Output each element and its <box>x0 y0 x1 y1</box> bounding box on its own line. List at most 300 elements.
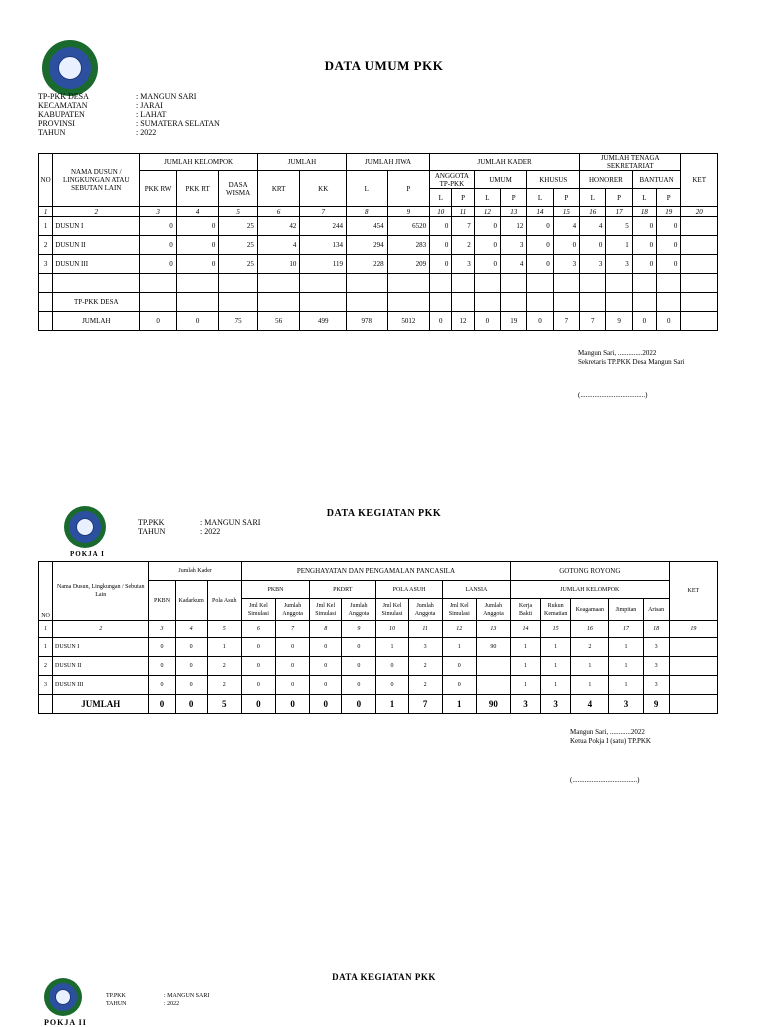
col-num: 14 <box>510 621 540 638</box>
col-khusus: KHUSUS <box>527 171 580 189</box>
col-ket: KET <box>669 562 717 621</box>
cell: 10 <box>257 255 300 274</box>
cell: 1 <box>510 657 540 676</box>
total-cell: 1 <box>376 695 408 714</box>
col-no: NO <box>39 562 53 621</box>
total-cell: 978 <box>347 312 388 331</box>
section-title: DATA KEGIATAN PKK <box>326 508 442 519</box>
total-cell: 3 <box>609 695 643 714</box>
cell: 0 <box>527 217 553 236</box>
cell: 1 <box>609 657 643 676</box>
col-keagamaan: Keagamaan <box>571 599 609 621</box>
row-nama: DUSUN III <box>53 255 140 274</box>
col-jml-anggota: Jumlah Anggota <box>342 599 376 621</box>
row-nama: DUSUN I <box>53 638 149 657</box>
cell: 0 <box>176 255 219 274</box>
total-row <box>39 312 718 331</box>
cell: 1 <box>571 657 609 676</box>
col-num: 1 <box>39 207 53 217</box>
emblem-icon <box>76 518 94 536</box>
total-cell: 19 <box>501 312 527 331</box>
cell: 3 <box>580 255 606 274</box>
col-num: 3 <box>140 207 176 217</box>
info-value: : MANGUN SARI <box>200 518 261 527</box>
data-umum-table <box>38 153 718 331</box>
col-num: 7 <box>276 621 310 638</box>
cell: 0 <box>149 657 175 676</box>
col-jml-anggota: Jumlah Anggota <box>408 599 442 621</box>
col-p: P <box>452 189 474 207</box>
info-value: : 2022 <box>164 1001 180 1007</box>
cell: 0 <box>442 676 476 695</box>
col-num: 16 <box>571 621 609 638</box>
col-pkk-rw: PKK RW <box>140 171 176 207</box>
cell: 0 <box>632 236 656 255</box>
total-cell: 5012 <box>387 312 430 331</box>
total-cell: 0 <box>175 695 207 714</box>
col-l: L <box>347 171 388 207</box>
col-jumlah-kader: Jumlah Kader <box>149 562 241 581</box>
pokja-label: POKJA II <box>44 1018 87 1027</box>
col-num: 11 <box>452 207 474 217</box>
cell: 0 <box>430 255 452 274</box>
col-pola-asuh: POLA ASUH <box>376 581 442 599</box>
info-value: : JARAI <box>136 101 163 110</box>
cell-ket <box>669 638 717 657</box>
row-nama: DUSUN II <box>53 236 140 255</box>
col-num: 17 <box>609 621 643 638</box>
cell: 25 <box>219 217 258 236</box>
col-lansia: LANSIA <box>442 581 510 599</box>
cell: 0 <box>241 638 275 657</box>
col-num: 10 <box>430 207 452 217</box>
cell: 0 <box>474 255 500 274</box>
col-jumlah-kelompok: JUMLAH KELOMPOK <box>510 581 669 599</box>
cell <box>476 676 510 695</box>
col-p: P <box>606 189 632 207</box>
tp-pkk-row <box>39 293 718 312</box>
col-no: NO <box>39 154 53 207</box>
cell: 3 <box>452 255 474 274</box>
col-kadarkum: Kadarkum <box>175 581 207 621</box>
col-num: 15 <box>553 207 579 217</box>
cell: 0 <box>342 657 376 676</box>
cell: 3 <box>606 255 632 274</box>
info-value: : MANGUN SARI <box>136 92 197 101</box>
col-jumlah-kelompok: JUMLAH KELOMPOK <box>140 154 258 171</box>
cell-ket <box>681 217 718 236</box>
info-block <box>138 518 260 536</box>
signature-role: Sekretaris TP.PKK Desa Mangun Sari <box>578 358 685 366</box>
col-num: 19 <box>657 207 681 217</box>
cell: 1 <box>207 638 241 657</box>
col-honorer: HONORER <box>580 171 633 189</box>
col-num: 2 <box>53 207 140 217</box>
col-num: 8 <box>347 207 388 217</box>
total-cell: 12 <box>452 312 474 331</box>
cell: 209 <box>387 255 430 274</box>
col-num: 18 <box>643 621 669 638</box>
col-num: 4 <box>175 621 207 638</box>
cell: 283 <box>387 236 430 255</box>
cell: 25 <box>219 236 258 255</box>
cell: 2 <box>571 638 609 657</box>
cell: 4 <box>580 217 606 236</box>
cell: 0 <box>140 255 176 274</box>
col-num: 13 <box>501 207 527 217</box>
col-ket: KET <box>681 154 718 207</box>
col-num: 2 <box>53 621 149 638</box>
col-num: 9 <box>387 207 430 217</box>
cell: 4 <box>501 255 527 274</box>
col-dasa-wisma: DASA WISMA <box>219 171 258 207</box>
info-value: : LAHAT <box>136 110 167 119</box>
col-num: 7 <box>300 207 347 217</box>
total-cell: 0 <box>149 695 175 714</box>
cell: 0 <box>140 236 176 255</box>
col-num: 6 <box>257 207 300 217</box>
col-num: 8 <box>310 621 342 638</box>
total-cell: 9 <box>606 312 632 331</box>
col-num: 16 <box>580 207 606 217</box>
col-num: 10 <box>376 621 408 638</box>
cell: 0 <box>474 217 500 236</box>
info-key: TAHUN <box>106 1001 127 1007</box>
col-jumlah: JUMLAH <box>257 154 346 171</box>
total-cell: 3 <box>541 695 571 714</box>
cell: 6520 <box>387 217 430 236</box>
col-p: P <box>501 189 527 207</box>
emblem-icon <box>55 989 71 1005</box>
table-row <box>39 676 718 695</box>
cell: 0 <box>310 657 342 676</box>
col-num: 6 <box>241 621 275 638</box>
col-num: 19 <box>669 621 717 638</box>
cell: 2 <box>408 676 442 695</box>
cell: 0 <box>149 638 175 657</box>
cell: 12 <box>501 217 527 236</box>
cell: 0 <box>527 255 553 274</box>
col-num: 13 <box>476 621 510 638</box>
tp-pkk-label: TP-PKK DESA <box>53 293 140 312</box>
col-num: 17 <box>606 207 632 217</box>
cell: 1 <box>376 638 408 657</box>
info-key: KABUPATEN <box>38 110 85 119</box>
col-jml-kel: Jml Kel Simulasi <box>376 599 408 621</box>
cell: 0 <box>276 638 310 657</box>
cell: 2 <box>452 236 474 255</box>
total-cell: 0 <box>632 312 656 331</box>
total-cell: 0 <box>527 312 553 331</box>
signature-name: (.....................................) <box>570 776 640 784</box>
row-nama: DUSUN II <box>53 657 149 676</box>
col-kk: KK <box>300 171 347 207</box>
row-no: 3 <box>39 676 53 695</box>
col-nama: NAMA DUSUN / LINGKUNGAN ATAU SEBUTAN LAIN <box>53 154 140 207</box>
info-key: PROVINSI <box>38 119 75 128</box>
cell: 3 <box>501 236 527 255</box>
col-jml-kel: Jml Kel Simulasi <box>241 599 275 621</box>
cell: 1 <box>609 676 643 695</box>
cell: 0 <box>580 236 606 255</box>
cell: 0 <box>176 236 219 255</box>
col-num: 14 <box>527 207 553 217</box>
cell: 0 <box>149 676 175 695</box>
col-l: L <box>632 189 656 207</box>
row-no: 2 <box>39 236 53 255</box>
signature-place: Mangun Sari, ..............2022 <box>578 349 657 357</box>
col-num: 18 <box>632 207 656 217</box>
col-nama: Nama Dusun, Lingkungan / Sebutan Lain <box>53 562 149 621</box>
cell: 0 <box>175 676 207 695</box>
row-nama: DUSUN III <box>53 676 149 695</box>
cell-ket <box>669 676 717 695</box>
col-num: 5 <box>207 621 241 638</box>
empty-row <box>39 274 718 293</box>
info-value: : SUMATERA SELATAN <box>136 119 220 128</box>
total-cell: 0 <box>657 312 681 331</box>
cell: 0 <box>657 255 681 274</box>
col-pola-asuh: Pola Asuh <box>207 581 241 621</box>
cell <box>476 657 510 676</box>
signature-role: Ketua Pokja I (satu) TP.PKK <box>570 737 651 745</box>
info-value: : 2022 <box>200 527 221 536</box>
cell: 119 <box>300 255 347 274</box>
cell: 1 <box>609 638 643 657</box>
cell: 0 <box>376 676 408 695</box>
table-row <box>39 657 718 676</box>
row-nama: DUSUN I <box>53 217 140 236</box>
cell: 0 <box>376 657 408 676</box>
col-num: 12 <box>474 207 500 217</box>
signature-block <box>578 349 685 400</box>
cell: 0 <box>657 236 681 255</box>
cell: 0 <box>310 638 342 657</box>
total-label: JUMLAH <box>53 695 149 714</box>
info-value: : MANGUN SARI <box>164 993 210 999</box>
cell: 3 <box>643 657 669 676</box>
section-title: DATA KEGIATAN PKK <box>332 972 436 982</box>
cell: 1 <box>510 638 540 657</box>
cell: 3 <box>643 676 669 695</box>
cell: 1 <box>541 638 571 657</box>
info-key: TAHUN <box>38 128 66 137</box>
cell: 0 <box>553 236 579 255</box>
col-jml-anggota: Jumlah Anggota <box>476 599 510 621</box>
total-cell: 7 <box>580 312 606 331</box>
cell: 4 <box>553 217 579 236</box>
cell: 42 <box>257 217 300 236</box>
col-num: 12 <box>442 621 476 638</box>
cell: 0 <box>527 236 553 255</box>
col-num: 1 <box>39 621 53 638</box>
pokja-label: POKJA I <box>70 550 105 558</box>
total-cell: 0 <box>140 312 176 331</box>
cell: 0 <box>241 676 275 695</box>
cell-ket <box>669 657 717 676</box>
total-cell: 0 <box>474 312 500 331</box>
col-l: L <box>527 189 553 207</box>
cell: 3 <box>408 638 442 657</box>
cell: 1 <box>510 676 540 695</box>
col-pkbn: PKBN <box>149 581 175 621</box>
cell: 1 <box>571 676 609 695</box>
cell: 90 <box>476 638 510 657</box>
col-l: L <box>430 189 452 207</box>
col-jimpitan: Jimpitan <box>609 599 643 621</box>
col-num: 9 <box>342 621 376 638</box>
col-p: P <box>657 189 681 207</box>
cell: 4 <box>257 236 300 255</box>
data-kegiatan-table <box>38 561 718 714</box>
info-key: KECAMATAN <box>38 101 88 110</box>
total-cell: 0 <box>241 695 275 714</box>
cell-ket <box>681 255 718 274</box>
total-cell: 7 <box>408 695 442 714</box>
cell: 0 <box>140 217 176 236</box>
table-row <box>39 217 718 236</box>
cell: 1 <box>541 676 571 695</box>
total-cell: 5 <box>207 695 241 714</box>
row-no: 2 <box>39 657 53 676</box>
total-cell: 0 <box>430 312 452 331</box>
row-no: 3 <box>39 255 53 274</box>
col-l: L <box>474 189 500 207</box>
col-pkbn: PKBN <box>241 581 309 599</box>
cell: 0 <box>175 657 207 676</box>
col-pkdrt: PKDRT <box>310 581 376 599</box>
col-num: 11 <box>408 621 442 638</box>
cell: 3 <box>553 255 579 274</box>
total-cell: 0 <box>342 695 376 714</box>
col-num: 4 <box>176 207 219 217</box>
cell: 1 <box>606 236 632 255</box>
cell: 0 <box>176 217 219 236</box>
info-key: TP.PKK <box>106 993 126 999</box>
total-row <box>39 695 718 714</box>
column-number-row <box>39 207 718 217</box>
row-no: 1 <box>39 217 53 236</box>
col-jumlah-kader: JUMLAH KADER <box>430 154 580 171</box>
col-umum: UMUM <box>474 171 527 189</box>
total-cell: 499 <box>300 312 347 331</box>
cell: 7 <box>452 217 474 236</box>
cell: 5 <box>606 217 632 236</box>
cell: 454 <box>347 217 388 236</box>
cell: 0 <box>632 217 656 236</box>
cell: 2 <box>408 657 442 676</box>
col-l: L <box>580 189 606 207</box>
page-title: DATA UMUM PKK <box>324 58 444 73</box>
cell: 0 <box>632 255 656 274</box>
signature-name: (.....................................) <box>578 391 648 399</box>
total-cell: 1 <box>442 695 476 714</box>
cell: 1 <box>442 638 476 657</box>
cell: 0 <box>430 217 452 236</box>
total-cell: 3 <box>510 695 540 714</box>
cell: 0 <box>430 236 452 255</box>
cell: 0 <box>442 657 476 676</box>
info-value: : 2022 <box>136 128 157 137</box>
col-jml-kel: Jml Kel Simulasi <box>442 599 476 621</box>
col-bantuan: BANTUAN <box>632 171 681 189</box>
cell: 0 <box>276 657 310 676</box>
cell: 244 <box>300 217 347 236</box>
info-key: TP-PKK DESA <box>38 92 89 101</box>
total-cell: 0 <box>276 695 310 714</box>
col-p: P <box>553 189 579 207</box>
signature-place: Mangun Sari, ............2022 <box>570 728 645 736</box>
cell: 3 <box>643 638 669 657</box>
col-krt: KRT <box>257 171 300 207</box>
col-kerja-bakti: Kerja Bakti <box>510 599 540 621</box>
col-pkk-rt: PKK RT <box>176 171 219 207</box>
cell: 2 <box>207 676 241 695</box>
pkk-logo <box>44 978 82 1016</box>
cell: 294 <box>347 236 388 255</box>
column-number-row <box>39 621 718 638</box>
col-num: 15 <box>541 621 571 638</box>
info-key: TP.PKK <box>138 518 165 527</box>
total-cell: 0 <box>176 312 219 331</box>
cell: 0 <box>241 657 275 676</box>
cell: 0 <box>175 638 207 657</box>
cell: 228 <box>347 255 388 274</box>
cell: 134 <box>300 236 347 255</box>
col-num: 20 <box>681 207 718 217</box>
cell: 1 <box>541 657 571 676</box>
cell: 0 <box>310 676 342 695</box>
total-cell: 7 <box>553 312 579 331</box>
col-p: P <box>387 171 430 207</box>
signature-block <box>570 728 651 785</box>
total-cell: 75 <box>219 312 258 331</box>
info-key: TAHUN <box>138 527 166 536</box>
cell: 2 <box>207 657 241 676</box>
table-row <box>39 638 718 657</box>
table-row <box>39 236 718 255</box>
col-jml-anggota: Jumlah Anggota <box>276 599 310 621</box>
col-jml-kel: Jml Kel Simulasi <box>310 599 342 621</box>
total-cell: 9 <box>643 695 669 714</box>
col-p4: PENGHAYATAN DAN PENGAMALAN PANCASILA <box>241 562 510 581</box>
total-cell: 56 <box>257 312 300 331</box>
cell: 0 <box>474 236 500 255</box>
cell: 0 <box>342 676 376 695</box>
col-gotong-royong: GOTONG ROYONG <box>510 562 669 581</box>
cell-ket <box>681 236 718 255</box>
info-block <box>38 92 220 137</box>
total-label: JUMLAH <box>53 312 140 331</box>
col-rukun-kematian: Rukun Kematian <box>541 599 571 621</box>
row-no: 1 <box>39 638 53 657</box>
col-anggota: ANGGOTA TP-PKK <box>430 171 475 189</box>
total-cell: 90 <box>476 695 510 714</box>
col-arisan: Arisan <box>643 599 669 621</box>
cell: 0 <box>276 676 310 695</box>
col-num: 5 <box>219 207 258 217</box>
total-cell: 4 <box>571 695 609 714</box>
col-jumlah-tenaga: JUMLAH TENAGA SEKRETARIAT <box>580 154 681 171</box>
cell: 25 <box>219 255 258 274</box>
table-row <box>39 255 718 274</box>
col-num: 3 <box>149 621 175 638</box>
cell: 0 <box>342 638 376 657</box>
cell: 0 <box>657 217 681 236</box>
col-jumlah-jiwa: JUMLAH JIWA <box>347 154 430 171</box>
total-cell: 0 <box>310 695 342 714</box>
info-block <box>106 992 209 1008</box>
